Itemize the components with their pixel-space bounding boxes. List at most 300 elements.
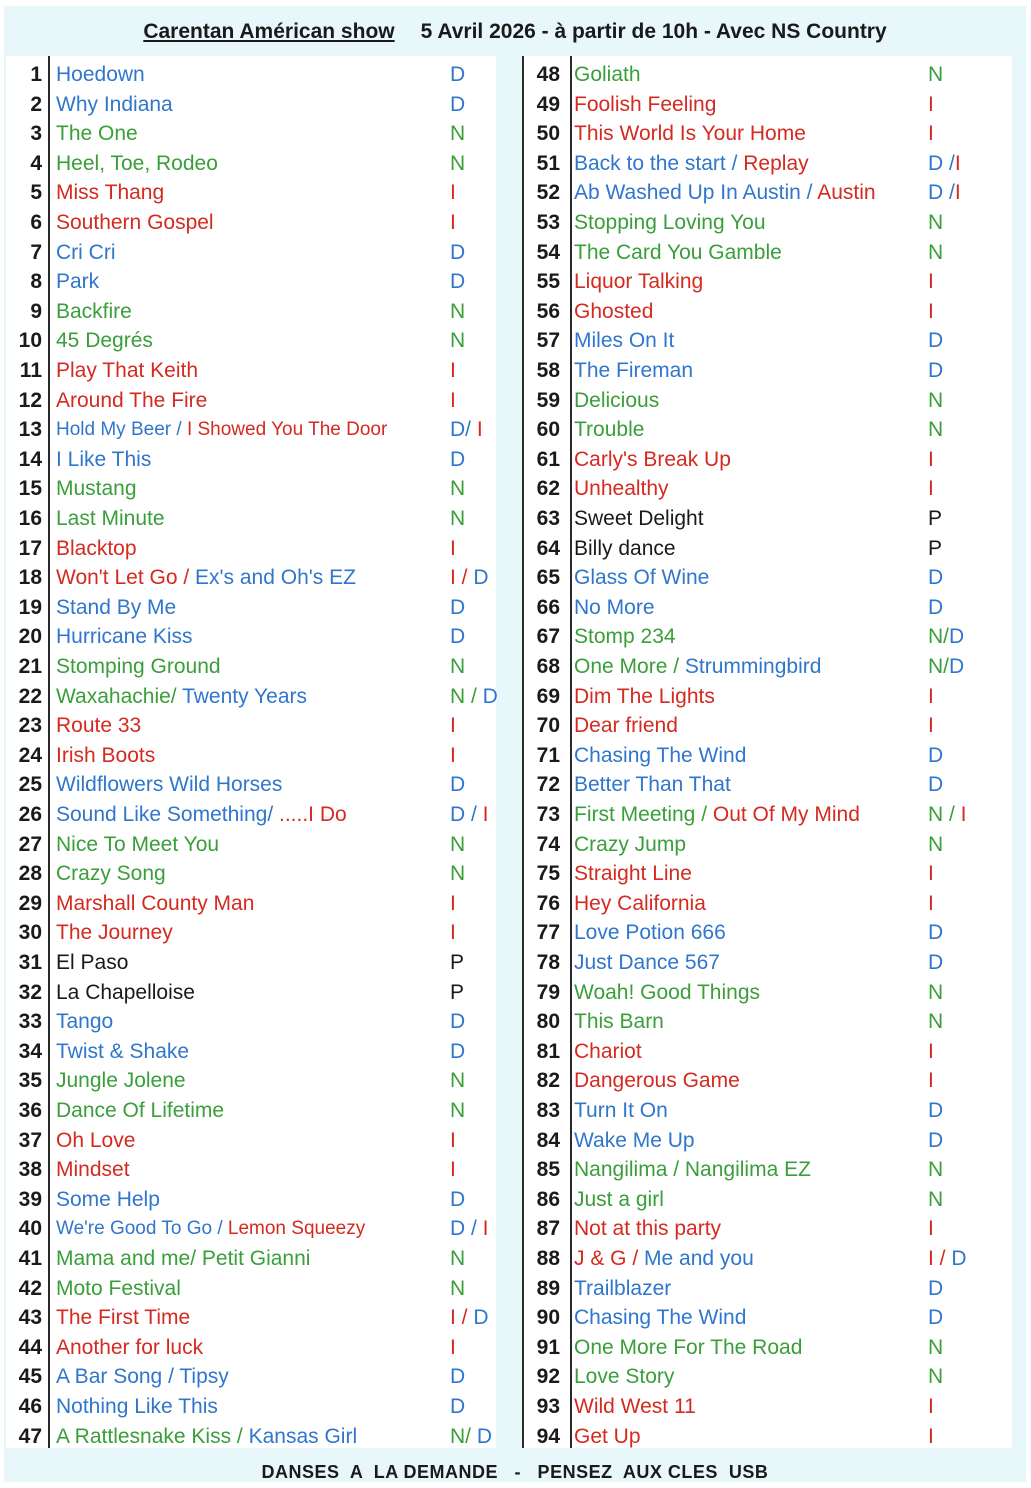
dance-level-code: [928, 386, 943, 416]
dance-row: [524, 918, 1012, 948]
dance-row: [524, 830, 1012, 860]
dance-title: [574, 1214, 721, 1244]
dance-title: [574, 889, 706, 919]
dance-row: [524, 1007, 1012, 1037]
dance-title: [56, 60, 145, 90]
dance-title-segment: Hoedown: [56, 63, 145, 86]
dance-title-segment: Trailblazer: [574, 1276, 672, 1300]
dance-row: [6, 918, 496, 948]
dance-level-code: [928, 1392, 934, 1422]
page-footer: DANSES A LA DEMANDE - PENSEZ AUX CLES USB: [261, 1462, 769, 1482]
dance-number: 79: [536, 980, 560, 1004]
dance-title-segment: Love Potion 666: [574, 921, 726, 945]
dance-title: [574, 1185, 664, 1215]
dance-title: [56, 1096, 224, 1126]
dance-level-segment: I: [450, 388, 456, 412]
dance-level-code: [450, 859, 465, 889]
dance-title-segment: Around The Fire: [56, 388, 208, 412]
dance-level-segment: I: [954, 151, 961, 175]
dance-title-segment: Austin: [817, 181, 876, 205]
dance-level-code: [928, 1274, 943, 1304]
dance-level-segment: I: [450, 211, 456, 234]
dance-level-code: [928, 800, 967, 830]
dance-level-segment: N: [928, 211, 944, 234]
dance-level-segment: P: [928, 536, 943, 560]
dance-number: 12: [18, 388, 42, 412]
dance-number: 14: [18, 447, 42, 471]
dance-level-code: [450, 386, 456, 416]
dance-row: [6, 593, 496, 623]
dance-title-segment: Trouble: [574, 418, 645, 442]
dance-row: [6, 800, 496, 830]
dance-number: 82: [536, 1069, 560, 1093]
dance-title-segment: Backfire: [56, 299, 132, 323]
dance-number: 39: [18, 1187, 42, 1211]
dance-row: [524, 652, 1012, 682]
dance-title-segment: The First Time: [56, 1306, 191, 1330]
dance-level-code: [928, 1362, 943, 1392]
dance-title: [574, 1126, 695, 1156]
dance-level-segment: D/: [450, 418, 477, 442]
dance-level-segment: D: [949, 655, 965, 678]
dance-title: [574, 652, 821, 682]
dance-title: [574, 711, 678, 741]
dance-row: [524, 1244, 1012, 1274]
dance-title-segment: Dance Of Lifetime: [56, 1099, 225, 1122]
dance-title-segment: Miss Thang: [56, 181, 165, 205]
dance-number: 31: [18, 951, 42, 974]
left-column-divider: [48, 56, 50, 1448]
dance-level-code: [450, 830, 465, 860]
dance-level-code: [928, 90, 934, 120]
dance-level-segment: I /: [928, 1247, 952, 1270]
dance-title-segment: Better Than That: [574, 773, 731, 797]
dance-level-code: [450, 415, 483, 445]
dance-title-segment: Dim The Lights: [574, 684, 715, 708]
dance-level-code: [450, 800, 489, 830]
dance-row: [524, 711, 1012, 741]
dance-row: [6, 1422, 496, 1452]
dance-title: [574, 1096, 668, 1126]
dance-title: [56, 326, 153, 356]
dance-title: [56, 178, 164, 208]
dance-level-code: [928, 1214, 934, 1244]
dance-level-segment: D: [928, 921, 944, 945]
dance-level-segment: D: [928, 773, 944, 797]
dance-title-segment: One More /: [574, 655, 685, 678]
dance-number: 35: [18, 1069, 42, 1093]
dance-level-segment: I: [482, 803, 489, 826]
dance-level-segment: I: [928, 299, 934, 323]
dance-level-segment: D: [473, 1306, 489, 1330]
dance-level-code: [450, 1126, 456, 1156]
dance-row: [524, 682, 1012, 712]
dance-level-segment: N/: [928, 625, 949, 649]
dance-title: [574, 415, 644, 445]
dance-title: [56, 1155, 130, 1185]
dance-number: 83: [536, 1099, 560, 1122]
dance-row: [6, 267, 496, 297]
dance-title-segment: Nangilima / Nangilima EZ: [574, 1158, 811, 1182]
dance-row: [524, 356, 1012, 386]
dance-row: [524, 445, 1012, 475]
dance-row: [524, 1155, 1012, 1185]
dance-title-segment: Goliath: [574, 63, 641, 86]
center-column-divider: [522, 56, 524, 1448]
dance-title: [574, 534, 676, 564]
dance-title-segment: Straight Line: [574, 862, 692, 886]
dance-title-segment: Ex's and Oh's EZ: [195, 566, 356, 590]
dance-number: 72: [536, 773, 560, 797]
dance-number: 8: [30, 270, 42, 294]
dance-level-segment: D: [928, 1306, 944, 1330]
dance-number: 69: [536, 684, 560, 708]
dance-level-segment: I: [928, 1424, 934, 1448]
dance-row: [6, 326, 496, 356]
dance-title-segment: Hurricane Kiss: [56, 625, 193, 649]
dance-level-segment: D /: [928, 181, 955, 205]
dance-level-code: [450, 1155, 456, 1185]
dance-title-segment: Oh Love: [56, 1128, 136, 1152]
dance-title: [56, 800, 347, 830]
dance-title-segment: Moto Festival: [56, 1276, 181, 1300]
dance-level-segment: N: [450, 655, 466, 678]
dance-number: 63: [536, 507, 560, 530]
dance-level-segment: N: [928, 1335, 944, 1359]
dance-level-code: [928, 889, 934, 919]
dance-level-code: [928, 978, 943, 1008]
dance-title: [56, 1066, 186, 1096]
dance-number: 61: [536, 447, 560, 471]
dance-row: [524, 238, 1012, 268]
dance-title: [574, 622, 676, 652]
dance-row: [524, 770, 1012, 800]
dance-level-code: [450, 1214, 489, 1244]
dance-number: 70: [536, 714, 560, 738]
dance-row: [6, 1214, 496, 1244]
dance-row: [524, 1422, 1012, 1452]
dance-title-segment: Cri Cri: [56, 240, 116, 264]
dance-number: 78: [536, 951, 560, 974]
dance-number: 27: [18, 832, 42, 856]
dance-level-segment: I: [450, 891, 456, 915]
dance-row: [6, 741, 496, 771]
dance-title-segment: Won't Let Go /: [56, 566, 196, 590]
dance-level-segment: D: [450, 240, 466, 264]
dance-number: 43: [18, 1306, 42, 1330]
right-column-divider: [570, 56, 572, 1448]
dance-level-code: [928, 208, 943, 238]
dance-number: 74: [536, 832, 560, 856]
dance-level-code: [450, 1422, 492, 1452]
dance-level-segment: P: [450, 951, 465, 974]
dance-title-segment: We're Good To Go /: [56, 1218, 228, 1240]
dance-level-code: [450, 1037, 465, 1067]
dance-level-segment: N: [928, 1158, 944, 1182]
dance-level-code: [928, 741, 943, 771]
dance-title-segment: Last Minute: [56, 507, 165, 530]
dance-title-segment: Replay: [743, 151, 809, 175]
dance-level-code: [928, 593, 943, 623]
dance-title-segment: Marshall County Man: [56, 891, 255, 915]
dance-title-segment: Carly's Break Up: [574, 447, 731, 471]
dance-level-segment: D: [450, 1010, 466, 1034]
dance-number: 46: [18, 1395, 42, 1418]
dance-number: 41: [18, 1247, 42, 1270]
dance-title: [56, 948, 128, 978]
dance-number: 37: [18, 1128, 42, 1152]
dance-number: 6: [30, 211, 42, 234]
dance-level-segment: I: [928, 122, 934, 146]
dance-title-segment: Turn It On: [574, 1099, 668, 1122]
dance-number: 18: [18, 566, 42, 590]
dance-number: 29: [18, 891, 42, 915]
dance-level-segment: D: [450, 595, 466, 619]
dance-level-segment: N: [928, 1365, 944, 1389]
dance-number: 10: [18, 329, 42, 353]
dance-level-segment: I: [954, 181, 961, 205]
dance-row: [524, 859, 1012, 889]
dance-number: 89: [536, 1276, 560, 1300]
dance-number: 32: [18, 980, 42, 1004]
dance-level-code: [450, 1007, 465, 1037]
dance-level-segment: I: [450, 359, 456, 382]
dance-number: 77: [536, 921, 560, 945]
dance-level-code: [928, 267, 934, 297]
dance-level-code: [450, 1303, 489, 1333]
dance-level-segment: D: [928, 329, 944, 353]
dance-row: [524, 178, 1012, 208]
dance-title: [56, 1274, 181, 1304]
dance-number: 26: [18, 803, 42, 826]
dance-title: [574, 1274, 671, 1304]
dance-title: [56, 445, 151, 475]
dance-title: [574, 60, 641, 90]
dance-level-segment: D /: [450, 803, 483, 826]
dance-title: [574, 386, 659, 416]
dance-row: [6, 60, 496, 90]
dance-title: [56, 682, 307, 712]
dance-level-segment: I: [928, 891, 934, 915]
dance-title: [574, 1362, 674, 1392]
dance-level-code: [928, 918, 943, 948]
dance-row: [6, 889, 496, 919]
dance-level-code: [928, 1244, 967, 1274]
dance-level-segment: I: [450, 181, 456, 205]
dance-level-segment: D: [928, 359, 944, 382]
dance-title-segment: Some Help: [56, 1187, 160, 1211]
dance-level-segment: D: [951, 1247, 967, 1270]
dance-level-code: [450, 622, 465, 652]
dance-title: [56, 1126, 135, 1156]
dance-list-page: [4, 6, 1026, 1482]
dance-title: [56, 652, 221, 682]
dance-title-segment: Glass Of Wine: [574, 566, 710, 590]
dance-level-code: [450, 1185, 465, 1215]
dance-row: [6, 119, 496, 149]
dance-number: 54: [536, 240, 560, 264]
dance-row: [524, 1096, 1012, 1126]
dance-title: [56, 356, 198, 386]
dance-row: [6, 238, 496, 268]
dance-title: [574, 238, 782, 268]
dance-level-segment: D: [450, 1365, 466, 1389]
dance-number: 15: [18, 477, 42, 501]
dance-title: [574, 326, 674, 356]
dance-level-code: [928, 652, 964, 682]
dance-title-segment: I Like This: [56, 447, 152, 471]
dance-number: 64: [536, 536, 560, 560]
dance-row: [524, 563, 1012, 593]
dance-number: 38: [18, 1158, 42, 1182]
dance-title-segment: 45 Degrés: [56, 329, 153, 353]
dance-title-segment: The Card You Gamble: [574, 240, 782, 264]
dance-title-segment: Chasing The Wind: [574, 1306, 747, 1330]
dance-level-code: [450, 652, 465, 682]
dance-level-segment: N: [450, 832, 466, 856]
dance-title: [574, 356, 693, 386]
dance-number: 9: [30, 299, 42, 323]
dance-row: [524, 1185, 1012, 1215]
dance-title: [56, 1303, 190, 1333]
dance-level-code: [928, 1333, 943, 1363]
dance-title-segment: Blacktop: [56, 536, 137, 560]
dance-title-segment: The One: [56, 122, 138, 146]
dance-title-segment: Ghosted: [574, 299, 654, 323]
dance-level-code: [928, 178, 961, 208]
left-dance-column: [6, 56, 496, 1448]
dance-row: [6, 978, 496, 1008]
dance-title: [56, 1214, 365, 1244]
dance-row: [524, 593, 1012, 623]
dance-title-segment: Get Up: [574, 1424, 641, 1448]
dance-level-segment: N: [450, 1276, 466, 1300]
dance-title-segment: El Paso: [56, 951, 129, 974]
dance-level-code: [928, 1185, 943, 1215]
dance-number: 40: [18, 1217, 42, 1241]
dance-title: [574, 1333, 802, 1363]
dance-number: 85: [536, 1158, 560, 1182]
dance-row: [6, 1303, 496, 1333]
dance-title-segment: Why Indiana: [56, 92, 173, 116]
dance-title: [56, 741, 155, 771]
dance-title: [574, 741, 746, 771]
dance-level-code: [928, 563, 943, 593]
dance-level-segment: N: [450, 1069, 466, 1093]
dance-title: [56, 770, 282, 800]
dance-number: 48: [536, 63, 560, 86]
dance-title: [56, 1333, 203, 1363]
dance-title: [56, 1185, 160, 1215]
dance-row: [524, 119, 1012, 149]
dance-level-segment: I: [928, 684, 934, 708]
dance-level-segment: I: [928, 270, 934, 294]
dance-row: [6, 297, 496, 327]
dance-number: 62: [536, 477, 560, 501]
dance-number: 45: [18, 1365, 42, 1389]
dance-level-segment: D: [928, 1128, 944, 1152]
dance-level-code: [450, 119, 465, 149]
dance-level-segment: N /: [928, 803, 961, 826]
dance-level-segment: N: [928, 418, 944, 442]
dance-title-segment: Stomping Ground: [56, 655, 221, 678]
dance-level-segment: N: [928, 388, 944, 412]
dance-level-code: [450, 978, 464, 1008]
dance-level-segment: I: [928, 714, 934, 738]
dance-row: [524, 1362, 1012, 1392]
dance-level-code: [450, 474, 465, 504]
dance-level-segment: D: [482, 684, 498, 708]
dance-level-segment: I: [928, 447, 934, 471]
dance-row: [6, 1037, 496, 1067]
dance-row: [524, 297, 1012, 327]
dance-title: [56, 859, 166, 889]
dance-title-segment: Lemon Squeezy: [227, 1218, 366, 1240]
dance-row: [6, 770, 496, 800]
dance-level-code: [928, 1037, 934, 1067]
dance-title-segment: .....I Do: [278, 803, 347, 826]
dance-title-segment: Crazy Jump: [574, 832, 687, 856]
dance-level-code: [928, 534, 942, 564]
dance-number: 57: [536, 329, 560, 353]
dance-title-segment: Heel, Toe, Rodeo: [56, 151, 218, 175]
dance-number: 75: [536, 862, 560, 886]
dance-title: [574, 445, 731, 475]
dance-row: [524, 149, 1012, 179]
dance-row: [6, 622, 496, 652]
dance-level-code: [928, 1066, 934, 1096]
dance-level-code: [928, 356, 943, 386]
page-header: [4, 20, 1026, 50]
dance-level-segment: N: [450, 151, 466, 175]
dance-row: [524, 534, 1012, 564]
dance-row: [524, 474, 1012, 504]
dance-level-code: [450, 297, 465, 327]
dance-title: [56, 978, 195, 1008]
dance-level-code: [928, 1007, 943, 1037]
dance-title-segment: No More: [574, 595, 655, 619]
dance-title-segment: Stomp 234: [574, 625, 676, 649]
dance-title: [574, 1155, 811, 1185]
dance-level-code: [928, 830, 943, 860]
dance-title: [574, 948, 720, 978]
dance-level-segment: I: [450, 743, 456, 767]
dance-row: [524, 1274, 1012, 1304]
dance-level-segment: D: [450, 447, 466, 471]
dance-title: [56, 889, 254, 919]
dance-number: 22: [18, 684, 42, 708]
dance-number: 3: [30, 122, 42, 146]
dance-title-segment: Not at this party: [574, 1217, 722, 1241]
dance-title-segment: Route 33: [56, 714, 142, 738]
dance-row: [6, 1274, 496, 1304]
dance-title-segment: Hold My Beer /: [56, 419, 187, 441]
dance-title: [56, 563, 356, 593]
dance-level-segment: D: [450, 1395, 466, 1418]
dance-level-code: [450, 326, 465, 356]
dance-row: [524, 267, 1012, 297]
dance-level-code: [450, 1392, 465, 1422]
dance-level-segment: D: [928, 566, 944, 590]
dance-level-code: [928, 859, 934, 889]
dance-title: [574, 178, 876, 208]
dance-row: [6, 652, 496, 682]
dance-row: [524, 386, 1012, 416]
dance-number: 94: [536, 1424, 560, 1448]
dance-number: 49: [536, 92, 560, 116]
dance-title-segment: Tango: [56, 1010, 114, 1034]
dance-level-segment: I: [960, 803, 967, 826]
